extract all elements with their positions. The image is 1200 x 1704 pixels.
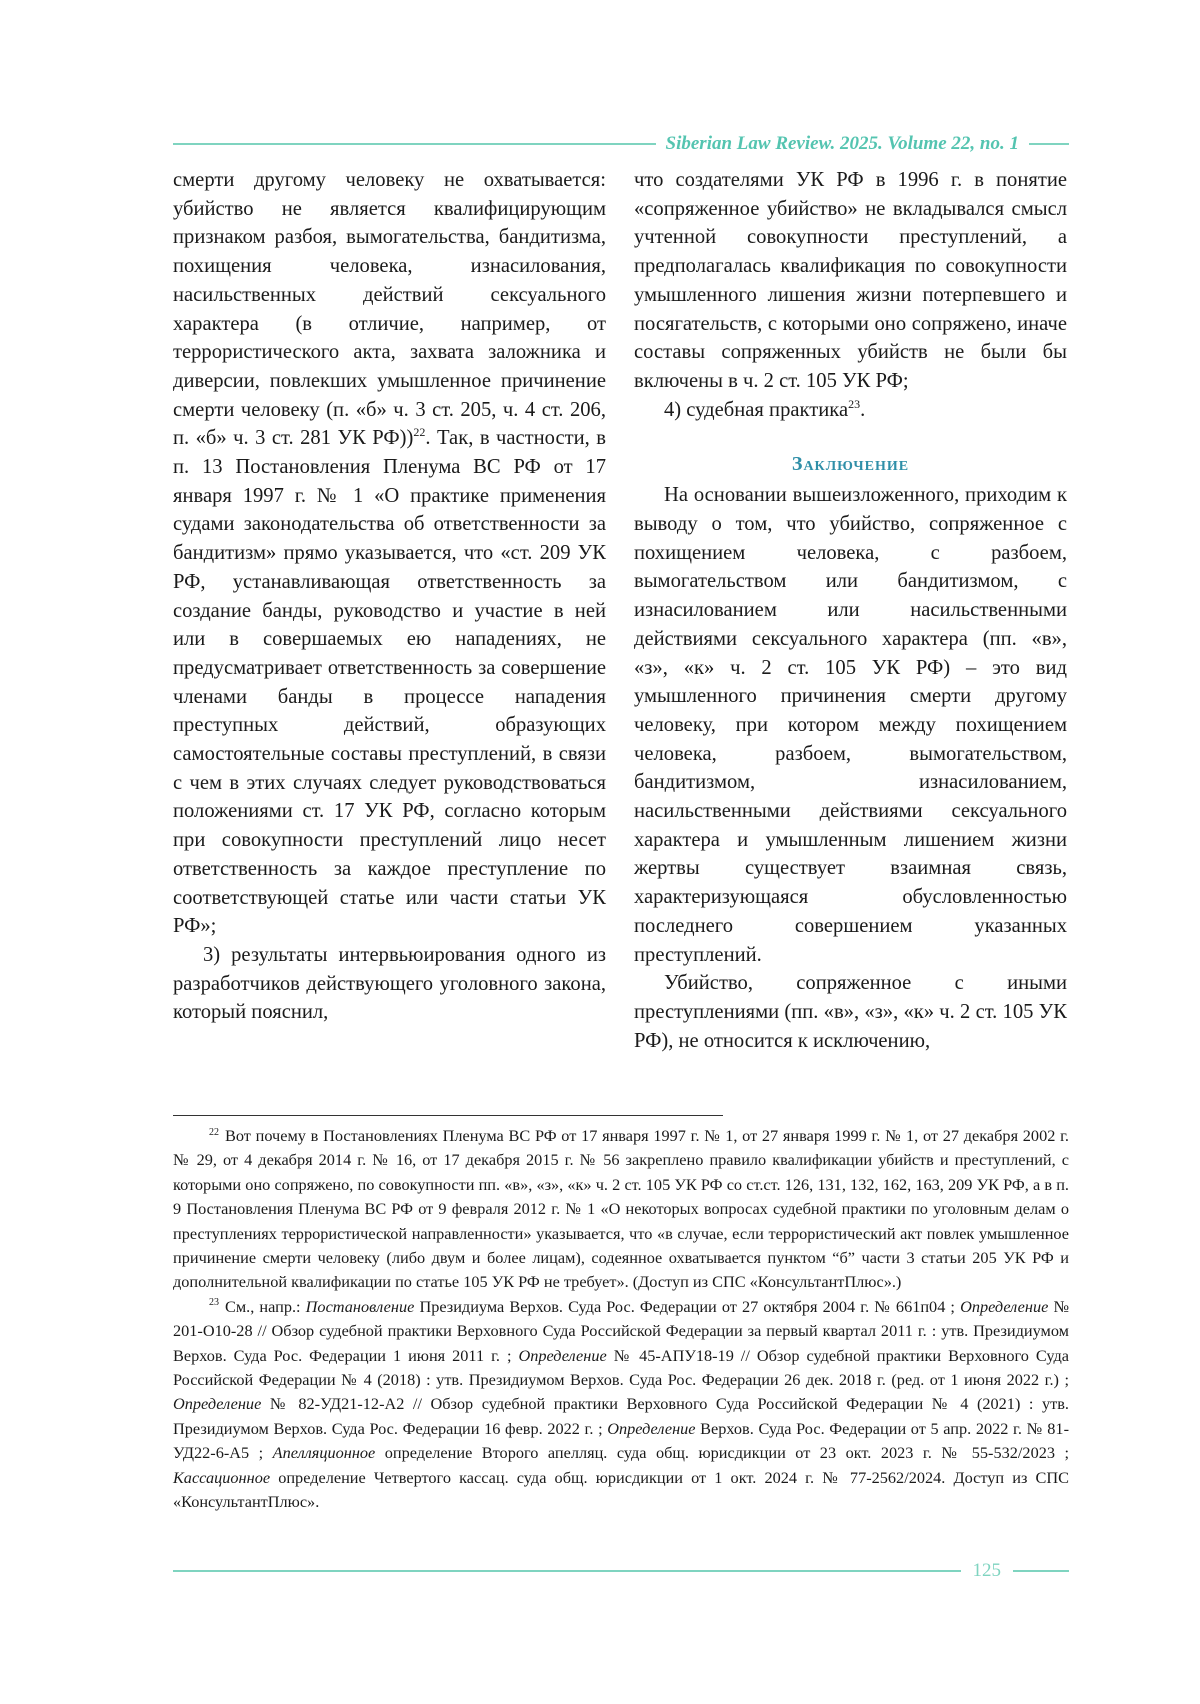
footnote-italic: Постановление xyxy=(305,1296,415,1316)
footnote-text: № 201-О10-28 // Обзор судебной практики Верховного Суда Российской Федерации за первый квартал 2011 г. : утв. Президиумом Верхов. Суда Рос. Федерации 1 июня 2011 г. ; xyxy=(173,1296,1069,1365)
paragraph-text: 4) судебная практика xyxy=(664,398,849,421)
journal-title: Siberian Law Review. 2025. Volume 22, no. 1 xyxy=(665,133,1019,154)
footnote-text: определение Четвертого кассац. суда общ. юрисдикции от 1 окт. 2024 г. № 77-2562/2024. Доступ из СПС «КонсультантПлюс». xyxy=(173,1467,1069,1512)
header-rule-right xyxy=(1029,143,1069,145)
section-heading: Заключение xyxy=(791,453,910,476)
header-rule xyxy=(173,143,656,145)
paragraph-text: смерти другому человеку не охватывается: убийство не является квалифицирующим признаком разбоя, вымогательства, бандитизма, похищения человека, изнасилования, насильственных действий сексуального характера (в отличие, например, от террористического акта, захвата заложника и диверсии, повлекших умышленное причинение смерти человеку (п. «б» ч. 3 ст. 205, ч. 4 ст. 206, п. «б» ч. 3 ст. 281 УК РФ)) xyxy=(173,169,606,450)
footnote-text: определение Второго апелляц. суда общ. юрисдикции от 23 окт. 2023 г. № 55-532/2023 ; xyxy=(375,1443,1069,1463)
footnote-text: № 45-АПУ18-19 // Обзор судебной практики Верховного Суда Российской Федерации № 4 (2018) : утв. Президиумом Верхов. Суда Рос. Федерации 26 дек. 2018 г. (ред. от 1 июня 2022 г.) ; xyxy=(173,1345,1069,1390)
footnote-italic: Определение xyxy=(607,1418,696,1438)
paragraph-text: . Так, в частности, в п. 13 Постановления Пленума ВС РФ от 17 января 1997 г. № 1 «О практике применения судами законодательства об ответственности за бандитизм» прямо указывается, что «ст. 209 УК РФ, устанавливающая ответственность за создание банды, руководство и участие в ней или в совершаемых ею нападениях, не предусматривает ответственность за совершение членами банды в процессе нападения преступных действий, образующих самостоятельные составы преступлений, в связи с чем в этих случаях следует руководствоваться положениями ст. 17 УК РФ, согласно которым при совокупности преступлений лицо несет ответственность за каждое преступление по соответствующей статье или части статьи УК РФ»; xyxy=(173,427,606,938)
footnote-23 xyxy=(173,1295,1069,1515)
footnote-text: Президиума Верхов. Суда Рос. Федерации от 27 октября 2004 г. № 661п04 ; xyxy=(414,1296,961,1316)
footnote-italic: Апелляционное xyxy=(272,1443,376,1463)
footnotes xyxy=(173,1124,1069,1515)
running-header xyxy=(173,132,1069,156)
footer-rule xyxy=(173,1570,961,1572)
footer-rule-right xyxy=(1013,1570,1069,1572)
paragraph-text: . xyxy=(860,398,866,421)
footnote-text: Верхов. Суда Рос. Федерации от 5 апр. 2022 г. № 81-УД22-6-А5 ; xyxy=(173,1418,1069,1463)
paragraph: что создателями УК РФ в 1996 г. в понятие «сопряженное убийство» не вкладывался смысл учтенной совокупности преступлений, а предполагалась квалификация по совокупности умышленного лишения жизни потерпевшего и посягательств, с которыми оно сопряжено, иначе составы сопряженных убийств не были бы включены в ч. 2 ст. 105 УК РФ; xyxy=(634,169,1067,392)
footnote-text: См., напр.: xyxy=(225,1296,306,1316)
footnote-rule xyxy=(173,1115,723,1116)
footnote-22 xyxy=(173,1124,1069,1295)
footnote-italic: Определение xyxy=(518,1345,607,1365)
footnote-italic: Определение xyxy=(173,1394,262,1414)
paragraph: 3) результаты интервьюирования одного из разработчиков действующего уголовного закона, который пояснил, xyxy=(173,943,606,1024)
footnote-ref[interactable]: 23 xyxy=(848,396,861,411)
right-column xyxy=(634,166,1067,1055)
paragraph xyxy=(634,396,1067,425)
page-number: 125 xyxy=(972,1560,1001,1581)
footnote-ref[interactable]: 22 xyxy=(413,425,426,440)
footnote-italic: Кассационное xyxy=(173,1467,271,1487)
footnote-number: 23 xyxy=(209,1297,219,1309)
paragraph: Убийство, сопряженное с иными преступлениями (пп. «в», «з», «к» ч. 2 ст. 105 УК РФ), не относится к исключению, xyxy=(634,972,1067,1052)
page-footer xyxy=(173,1558,1069,1584)
left-column xyxy=(173,166,606,1027)
footnote-number: 22 xyxy=(209,1126,219,1138)
paragraph xyxy=(173,166,606,941)
paragraph: На основании вышеизложенного, приходим к выводу о том, что убийство, сопряженное с похищением человека, с разбоем, вымогательством или бандитизмом, с изнасилованием или насильственными действиями сексуального характера (пп. «в», «з», «к» ч. 2 ст. 105 УК РФ) – это вид умышленного причинения смерти другому человеку, при котором между похищением человека, разбоем, вымогательством, бандитизмом, изнасилованием, насильственными действиями сексуального характера и умышленным лишением жизни жертвы существует взаимная связь, характеризующаяся обусловленностью последнего совершением указанных преступлений. xyxy=(634,484,1067,966)
footnote-text: № 82-УД21-12-А2 // Обзор судебной практики Верховного Суда Российской Федерации № 4 (2021) : утв. Президиумом Верхов. Суда Рос. Федерации 16 февр. 2022 г. ; xyxy=(173,1394,1069,1438)
footnote-italic: Определение xyxy=(960,1296,1049,1316)
footnote-text: Вот почему в Постановлениях Пленума ВС РФ от 17 января 1997 г. № 1, от 27 января 1999 г. № 1, от 27 декабря 2002 г. № 29, от 4 декабря 2014 г. № 16, от 17 декабря 2015 г. № 56 закреплено правило квалификации убийств и преступлений, с которыми оно сопряжено, по совокупности пп. «в», «з», «к» ч. 2 ст. 105 УК РФ со ст.ст. 126, 131, 132, 162, 163, 209 УК РФ, а в п. 9 Постановления Пленума ВС РФ от 9 февраля 2012 г. № 1 «О некоторых вопросах судебной практики по уголовным делам о преступлениях террористической направленности» указывается, что «в случае, если террористический акт повлек умышленное причинение смерти человеку (либо двум и более лицам), содеянное охватывается пунктом “б” части 3 статьи 205 УК РФ и дополнительной квалификации по статье 105 УК РФ не требует». (Доступ из СПС «КонсультантПлюс».) xyxy=(173,1126,1069,1292)
